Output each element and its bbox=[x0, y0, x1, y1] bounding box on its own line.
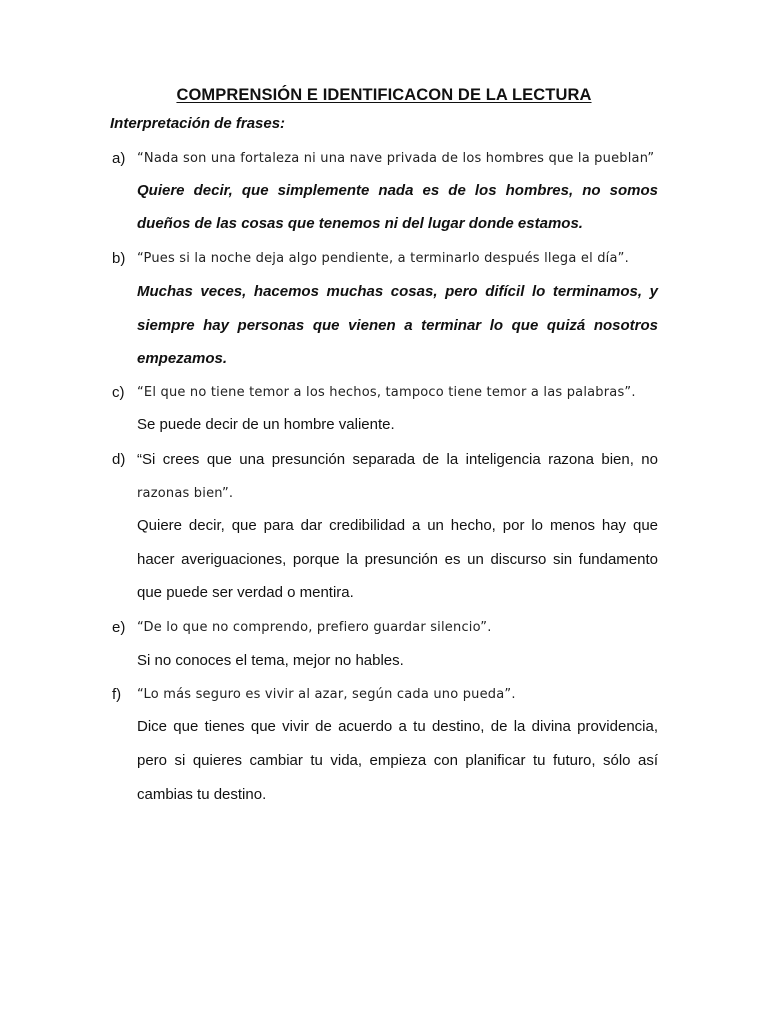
item-explanation-c-line-1: Se puede decir de un hombre valiente. bbox=[137, 416, 395, 433]
item-explanation-f-line-3: cambias tu destino. bbox=[137, 786, 267, 803]
item-label-f: f) bbox=[112, 686, 122, 703]
item-quote-a: “Nada son una fortaleza ni una nave privada de los hombres que la pueblan” bbox=[137, 151, 655, 166]
item-explanation-f-line-1: Dice que tienes que vivir de acuerdo a tu destino, de la divina providencia, bbox=[137, 718, 658, 735]
item-explanation-d-line-2: hacer averiguaciones, porque la presunción es un discurso sin fundamento bbox=[137, 551, 658, 568]
item-label-b: b) bbox=[112, 250, 126, 267]
item-explanation-b-line-3: empezamos. bbox=[137, 350, 228, 367]
item-explanation-f-line-2: pero si quieres cambiar tu vida, empieza con planificar tu futuro, sólo así bbox=[137, 752, 658, 769]
item-quote-c: “El que no tiene temor a los hechos, tampoco tiene temor a las palabras”. bbox=[137, 385, 636, 400]
item-label-e: e) bbox=[112, 619, 126, 636]
item-explanation-a-line-1: Quiere decir, que simplemente nada es de los hombres, no somos bbox=[137, 182, 658, 199]
item-quote-f: “Lo más seguro es vivir al azar, según cada uno pueda”. bbox=[137, 687, 516, 702]
item-label-c: c) bbox=[112, 384, 125, 401]
section-subtitle: Interpretación de frases: bbox=[110, 115, 286, 132]
item-quote-d-line-1: “Si crees que una presunción separada de la inteligencia razona bien, no bbox=[137, 451, 658, 468]
item-explanation-b-line-2: siempre hay personas que vienen a terminar lo que quizá nosotros bbox=[137, 317, 658, 334]
item-explanation-a-line-2: dueños de las cosas que tenemos ni del lugar donde estamos. bbox=[137, 215, 583, 232]
item-explanation-d-line-1: Quiere decir, que para dar credibilidad a un hecho, por lo menos hay que bbox=[137, 517, 658, 534]
item-explanation-e-line-1: Si no conoces el tema, mejor no hables. bbox=[137, 652, 404, 669]
item-label-d: d) bbox=[112, 451, 126, 468]
item-explanation-d-line-3: que puede ser verdad o mentira. bbox=[137, 584, 354, 601]
item-quote-b: “Pues si la noche deja algo pendiente, a terminarlo después llega el día”. bbox=[137, 251, 629, 266]
item-explanation-b-line-1: Muchas veces, hacemos muchas cosas, pero difícil lo terminamos, y bbox=[137, 283, 658, 300]
item-label-a: a) bbox=[112, 150, 126, 167]
item-quote-e: “De lo que no comprendo, prefiero guardar silencio”. bbox=[137, 620, 492, 635]
page-title: COMPRENSIÓN E IDENTIFICACON DE LA LECTURA bbox=[176, 86, 592, 104]
item-quote-d-line-2: razonas bien”. bbox=[137, 486, 234, 501]
